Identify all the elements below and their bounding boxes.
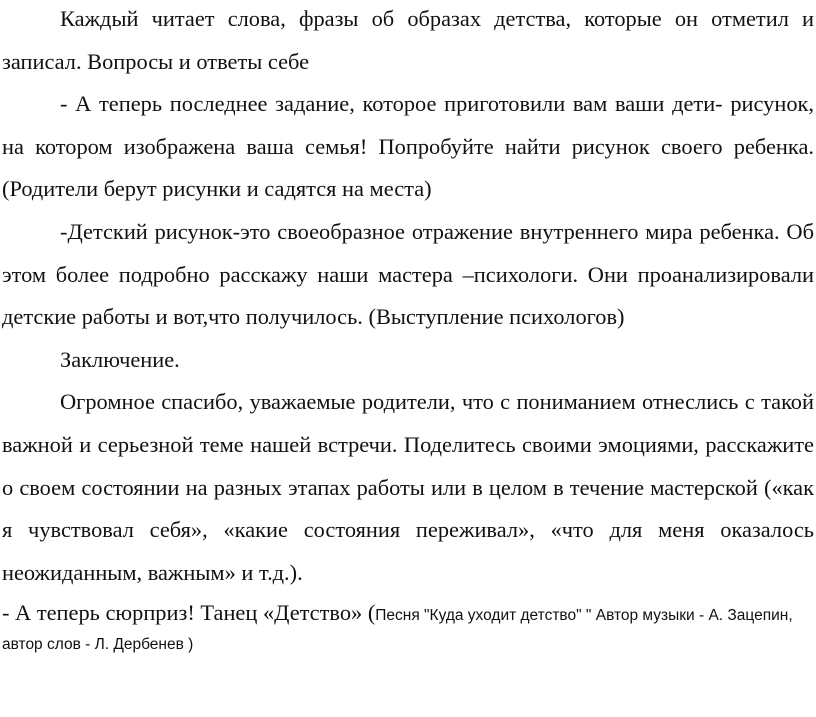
song-credits: Песня "Куда уходит детство" " Автор музыки - А. Зацепин, автор слов - Л. Дербенев ) xyxy=(2,607,793,654)
paragraph-2: - А теперь последнее задание, которое приготовили вам ваши дети- рисунок, на котором изображена ваша семья! Попробуйте найти рисунок своего ребенка.(Родители берут рисунки и садятся на места) xyxy=(2,91,814,202)
document-page xyxy=(2,0,814,681)
final-line-main: - А теперь сюрприз! Танец «Детство» ( xyxy=(2,600,376,626)
paragraph-1: Каждый читает слова, фразы об образах детства, которые он отметил и записал. Вопросы и ответы себе xyxy=(2,6,814,74)
final-line xyxy=(2,600,814,658)
paragraph-5: Огромное спасибо, уважаемые родители, что с пониманием отнеслись с такой важной и серьезной теме нашей встречи. Поделитесь своими эмоциями, расскажите о своем состоянии на разных этапах работы или в целом в течение мастерской («как я чувствовал себя», «какие состояния переживал», «что для меня оказалось неожиданным, важным» и т.д.). xyxy=(2,389,814,585)
conclusion-heading: Заключение. xyxy=(60,346,180,372)
paragraph-3: -Детский рисунок-это своеобразное отражение внутреннего мира ребенка. Об этом более подробно расскажу наши мастера –психологи. Они проанализировали детские работы и вот,что получилось. (Выступление психологов) xyxy=(2,218,814,330)
